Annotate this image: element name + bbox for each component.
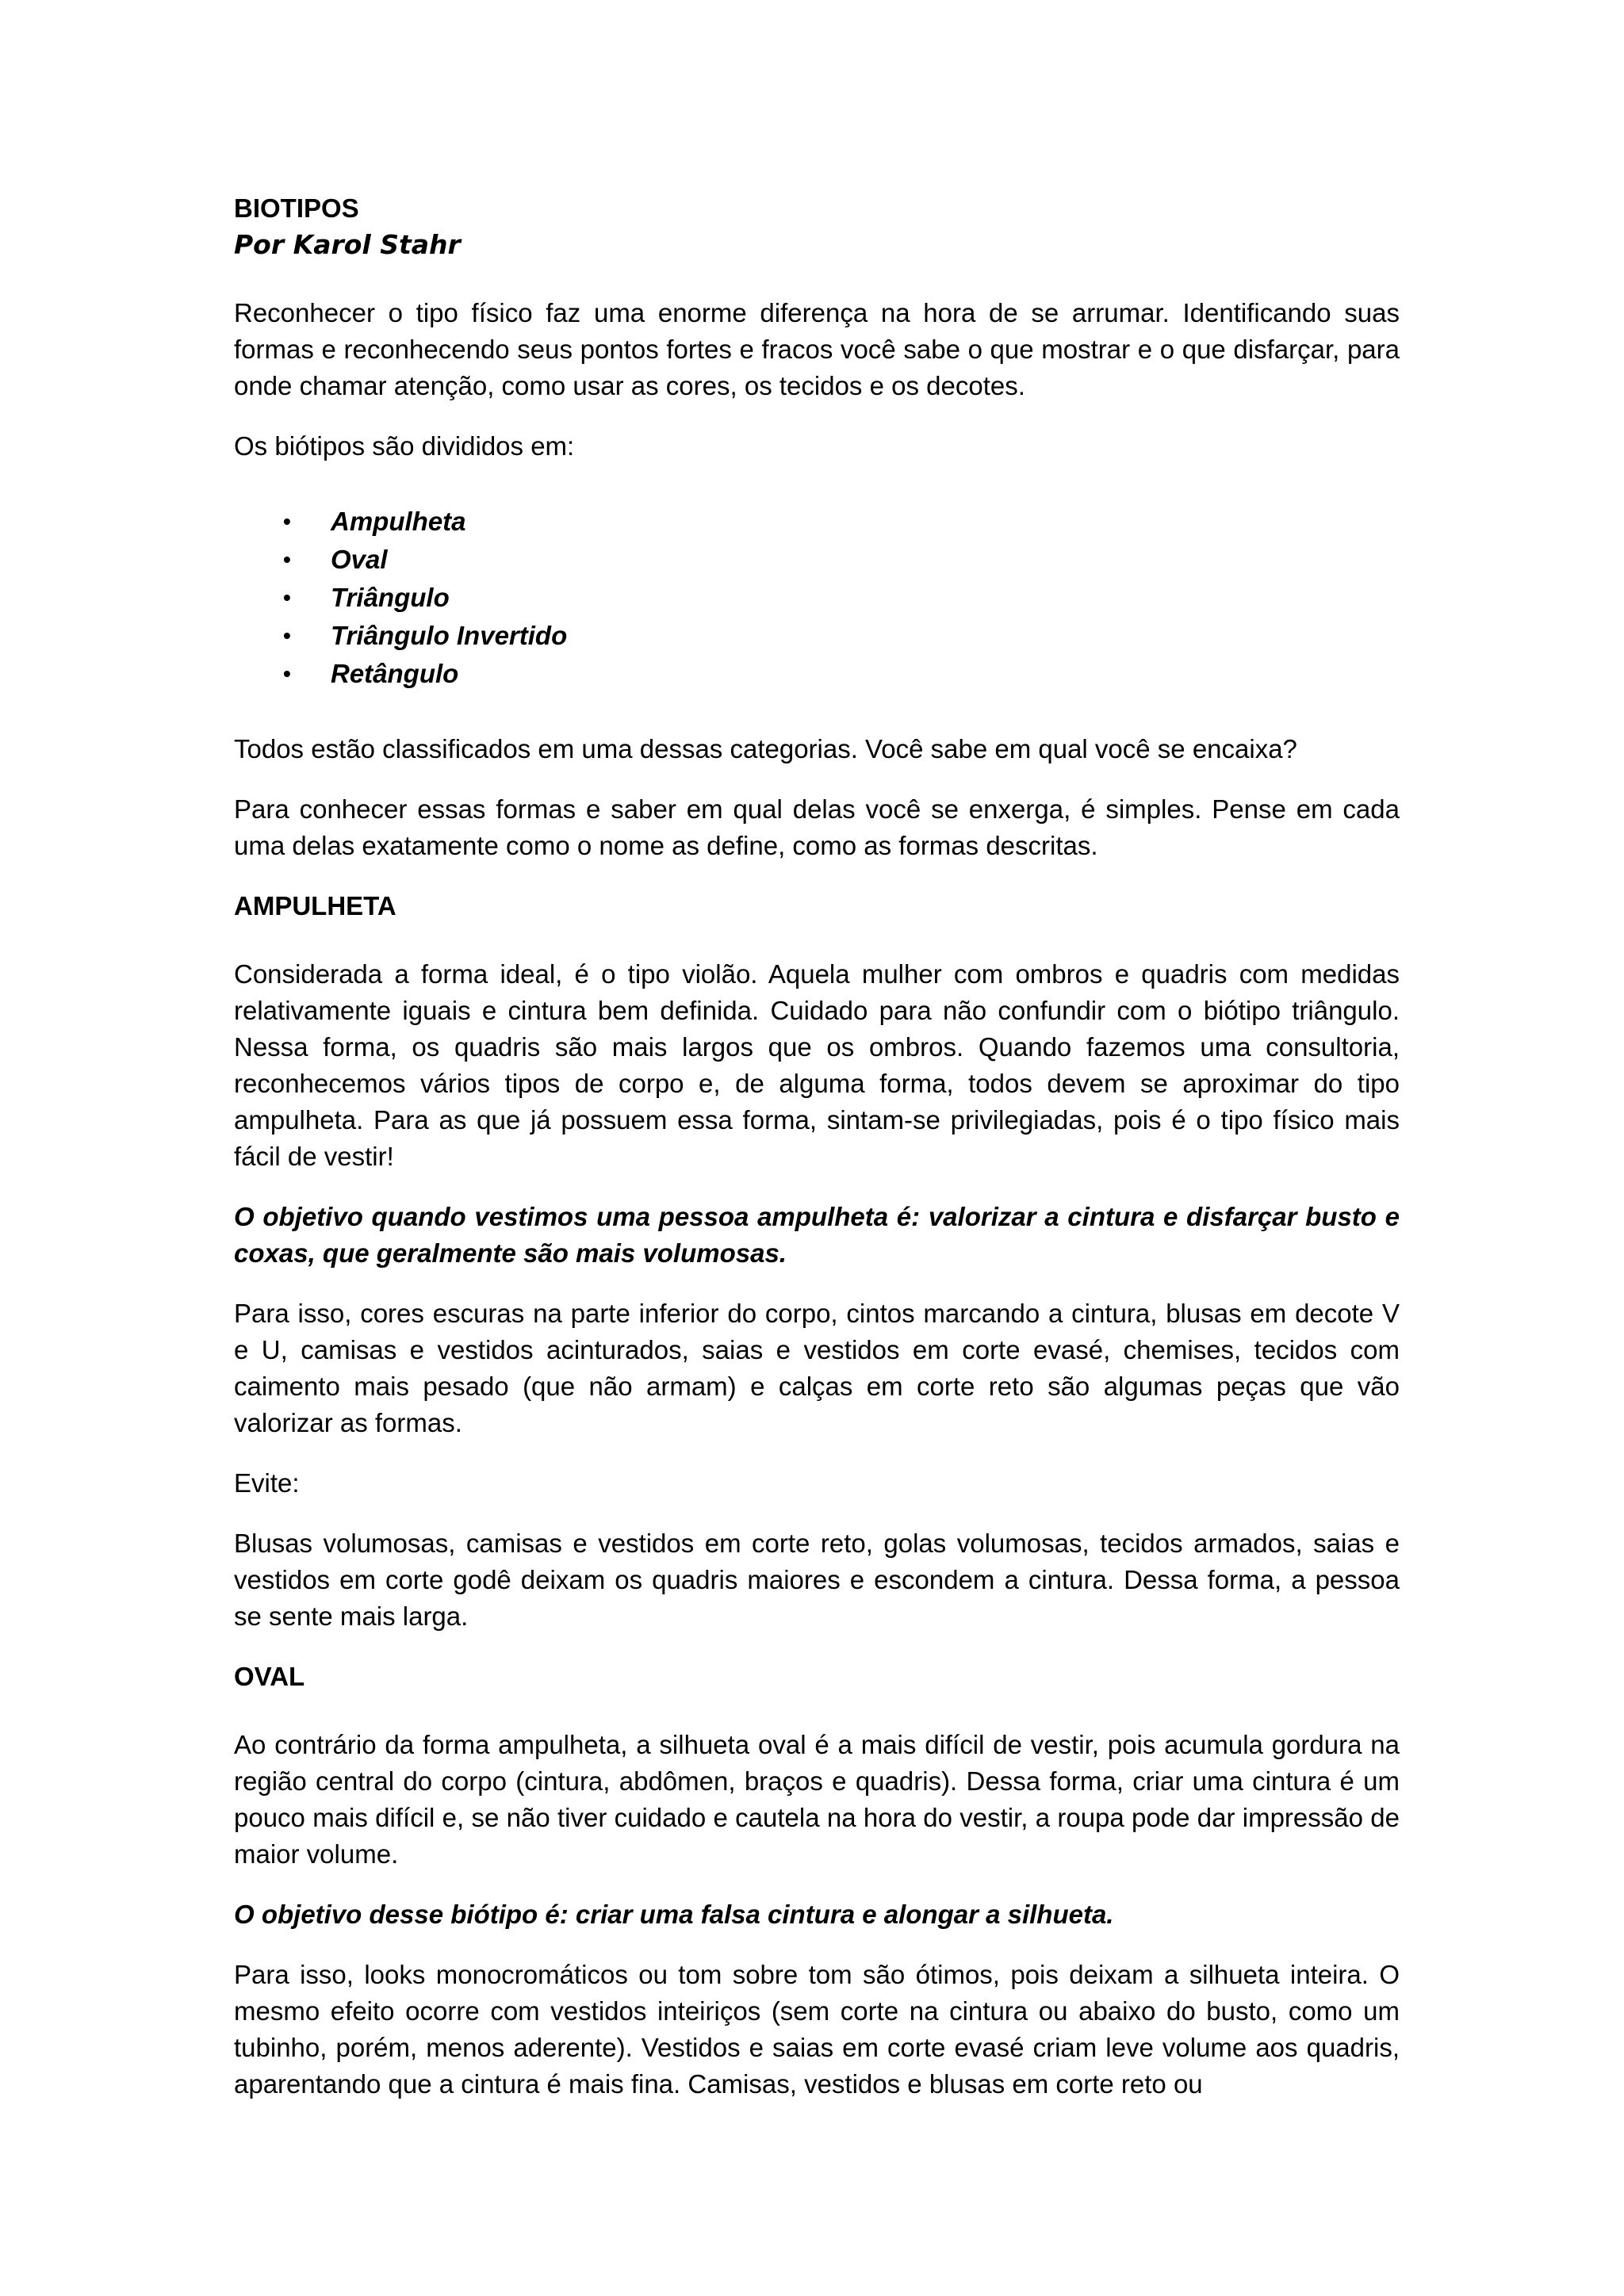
bullet-icon: • — [283, 623, 291, 648]
classification-question: Todos estão classificados em uma dessas categorias. Você sabe em qual você se encaixa? — [234, 734, 1297, 763]
list-item — [234, 541, 1400, 579]
section-heading-oval: OVAL — [234, 1662, 305, 1691]
list-item-label: Ampulheta — [331, 507, 466, 536]
oval-tips: Para isso, looks monocromáticos ou tom sobre tom são ótimos, pois deixam a silhueta inteira. O mesmo efeito ocorre com vestidos inteiriços (sem corte na cintura ou abaixo do busto, como um tubinho, porém, menos aderente). Vestidos e saias em corte evasé criam leve volume aos quadris, aparentando que a cintura é mais fina. Camisas, vestidos e blusas em corte reto ou — [234, 1960, 1400, 2099]
document-author: Por Karol Stahr — [234, 229, 461, 260]
bullet-icon: • — [283, 547, 291, 572]
oval-objective: O objetivo desse biótipo é: criar uma falsa cintura e alongar a silhueta. — [234, 1900, 1114, 1929]
ampulheta-objective: O objetivo quando vestimos uma pessoa ampulheta é: valorizar a cintura e disfarçar busto e coxas, que geralmente são mais volumosas. — [234, 1202, 1400, 1268]
list-item — [234, 655, 1400, 693]
ampulheta-tips: Para isso, cores escuras na parte inferior do corpo, cintos marcando a cintura, blusas em decote V e U, camisas e vestidos acinturados, saias e vestidos em corte evasé, chemises, tecidos com caimento mais pesado (que não armam) e calças em corte reto são algumas peças que vão valorizar as formas. — [234, 1299, 1400, 1437]
bullet-icon: • — [283, 509, 291, 534]
list-item — [234, 617, 1400, 655]
list-item-label: Oval — [331, 545, 388, 574]
oval-description: Ao contrário da forma ampulheta, a silhueta oval é a mais difícil de vestir, pois acumula gordura na região central do corpo (cintura, abdômen, braços e quadris). Dessa forma, criar uma cintura é um pouco mais difícil e, se não tiver cuidado e cautela na hora do vestir, a roupa pode dar impressão de maior volume. — [234, 1730, 1400, 1869]
intro-paragraph: Reconhecer o tipo físico faz uma enorme diferença na hora de se arrumar. Identificando suas formas e reconhecendo seus pontos fortes e fracos você sabe o que mostrar e o que disfarçar, para onde chamar atenção, como usar as cores, os tecidos e os decotes. — [234, 298, 1400, 400]
division-text: Os biótipos são divididos em: — [234, 431, 575, 461]
document-body — [234, 190, 1400, 2126]
body-types-list — [234, 503, 1400, 693]
know-shapes-paragraph: Para conhecer essas formas e saber em qual delas você se enxerga, é simples. Pense em cada uma delas exatamente como o nome as define, como as formas descritas. — [234, 794, 1400, 860]
section-heading-ampulheta: AMPULHETA — [234, 891, 396, 920]
ampulheta-description: Considerada a forma ideal, é o tipo violão. Aquela mulher com ombros e quadris com medidas relativamente iguais e cintura bem definida. Cuidado para não confundir com o biótipo triângulo. Nessa forma, os quadris são mais largos que os ombros. Quando fazemos uma consultoria, reconhecemos vários tipos de corpo e, de alguma forma, todos devem se aproximar do tipo ampulheta. Para as que já possuem essa forma, sintam-se privilegiadas, pois é o tipo físico mais fácil de vestir! — [234, 959, 1400, 1171]
ampulheta-avoid: Blusas volumosas, camisas e vestidos em corte reto, golas volumosas, tecidos armados, saias e vestidos em corte godê deixam os quadris maiores e escondem a cintura. Dessa forma, a pessoa se sente mais larga. — [234, 1529, 1400, 1631]
bullet-icon: • — [283, 585, 291, 610]
bullet-icon: • — [283, 661, 291, 686]
ampulheta-avoid-label: Evite: — [234, 1468, 300, 1498]
list-item-label: Retângulo — [331, 659, 459, 688]
list-item — [234, 503, 1400, 541]
list-item-label: Triângulo — [331, 583, 450, 612]
document-title: BIOTIPOS — [234, 193, 359, 223]
list-item-label: Triângulo Invertido — [331, 621, 568, 650]
list-item — [234, 579, 1400, 617]
